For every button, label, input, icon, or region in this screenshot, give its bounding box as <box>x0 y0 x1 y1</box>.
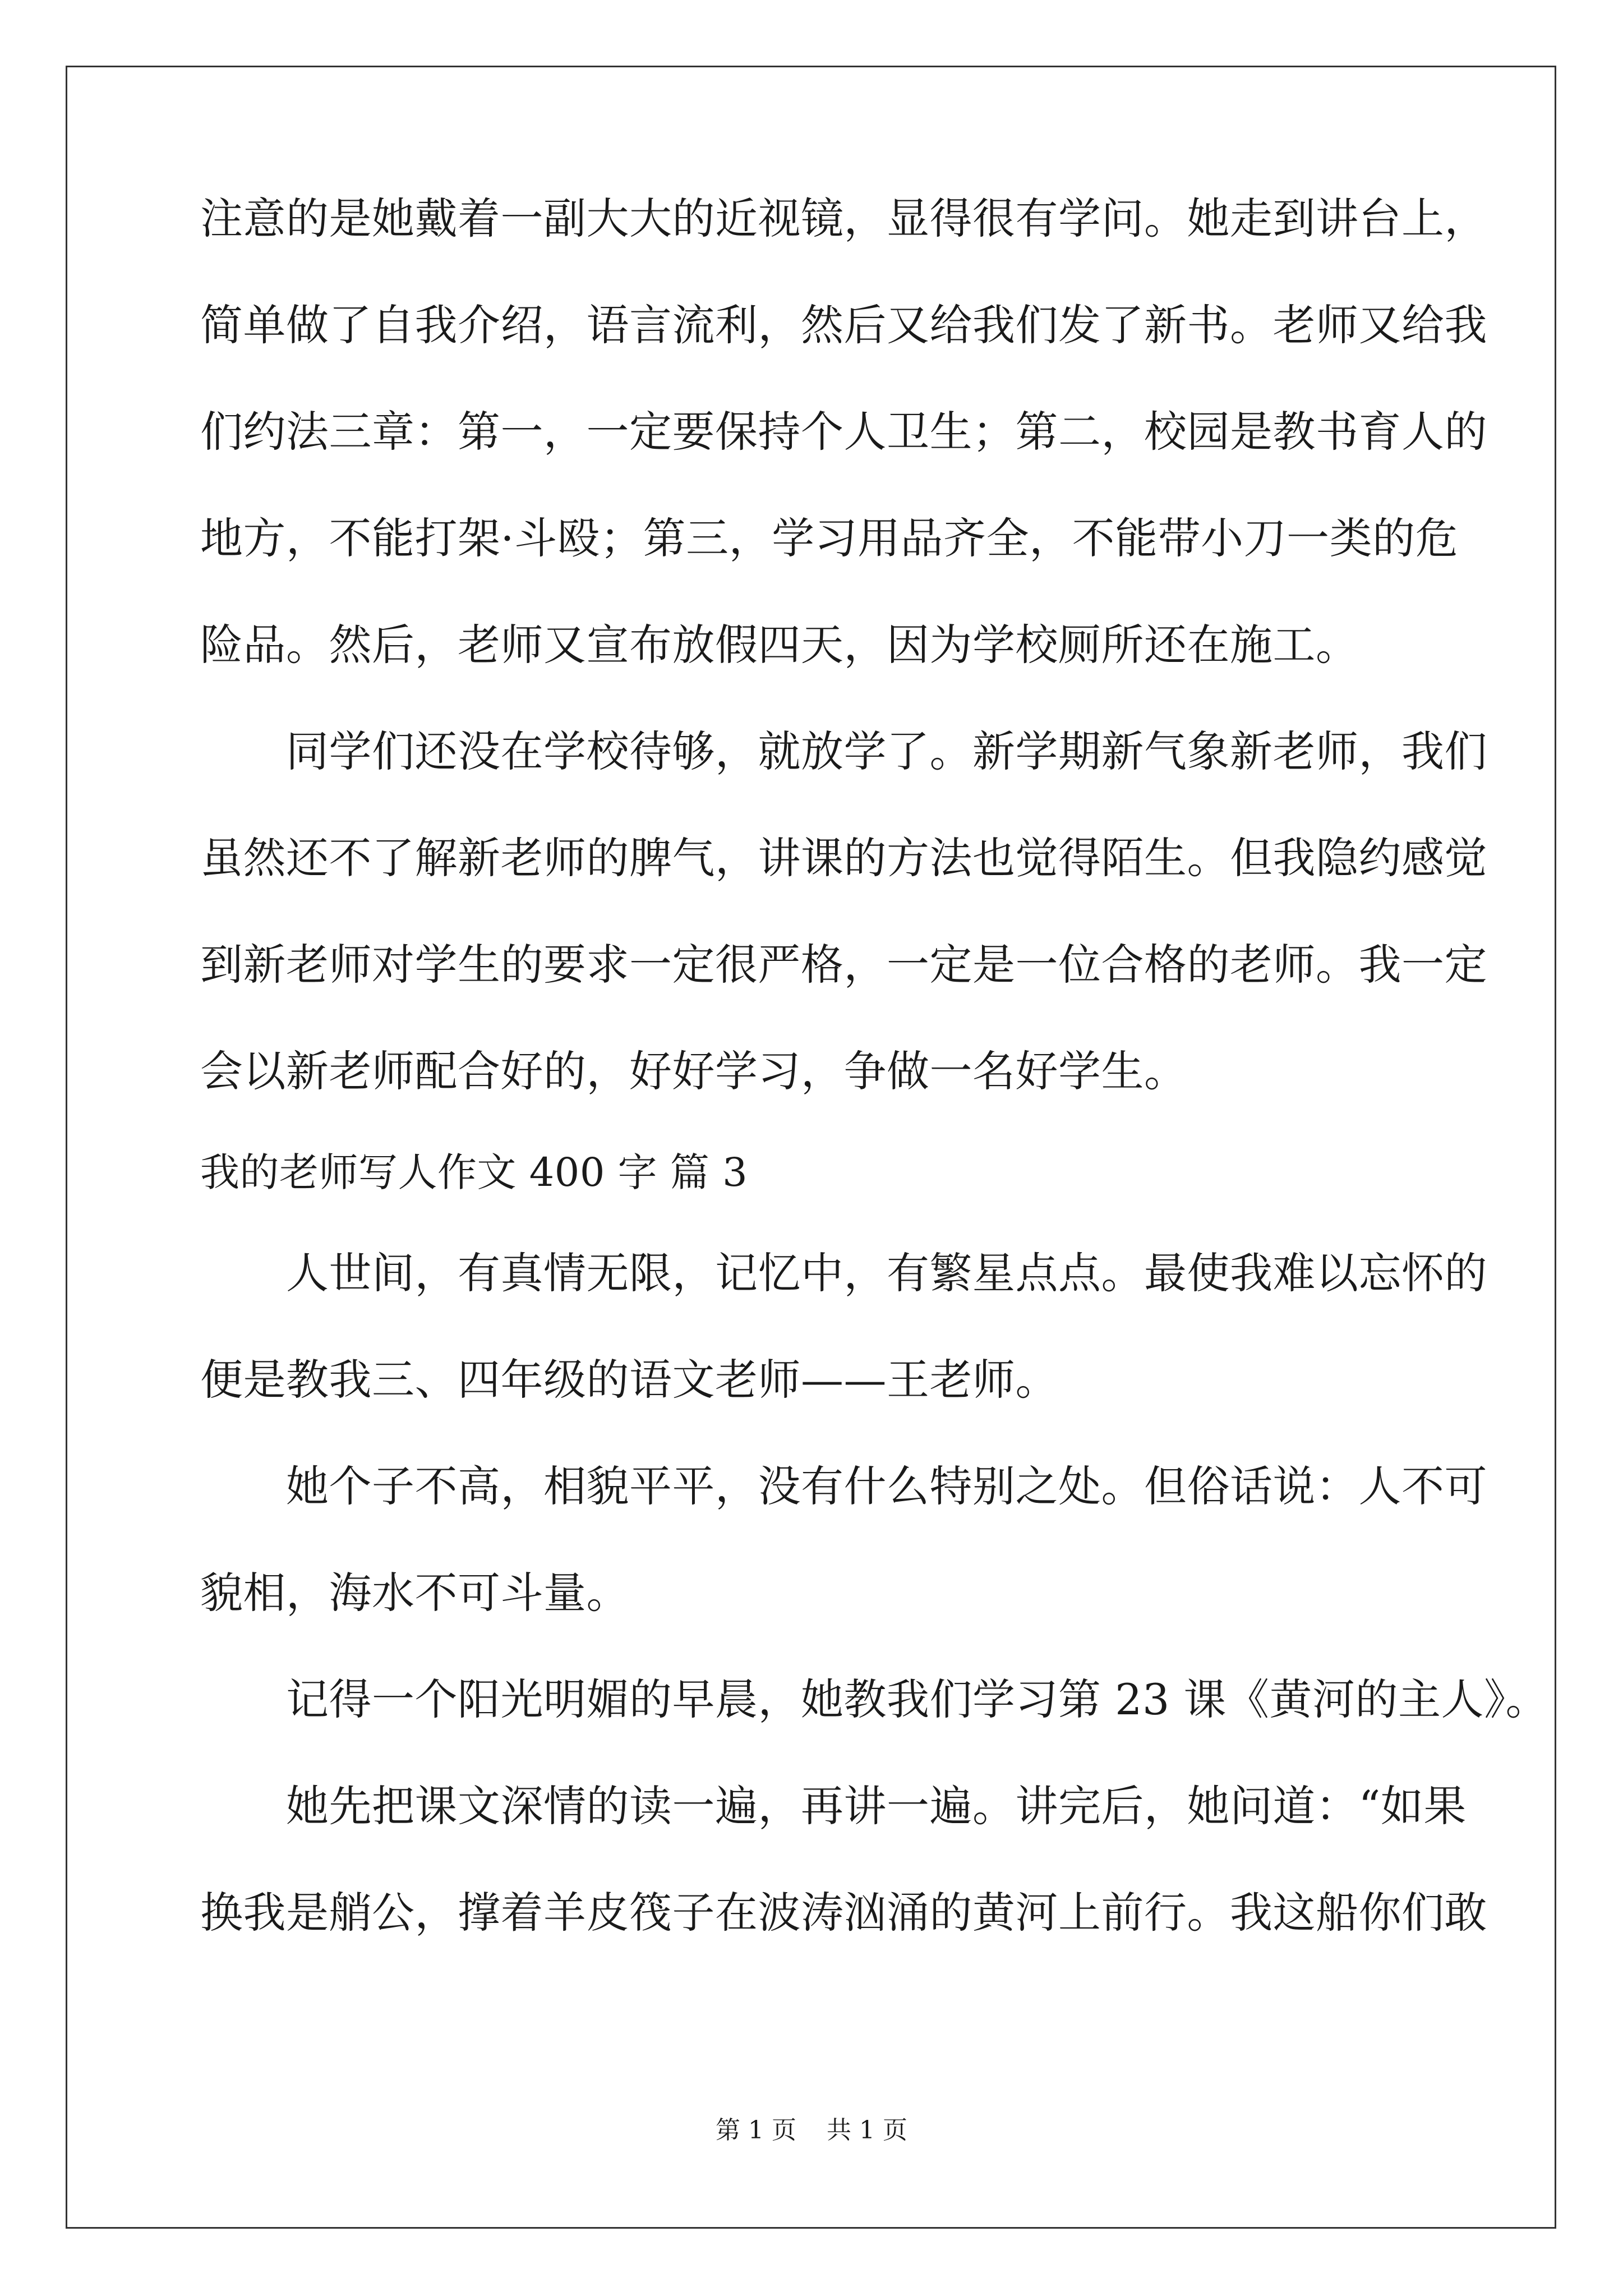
section-heading: 我的老师写人作文 400 字 篇 3 <box>200 1149 748 1195</box>
text-line-1: 注意的是她戴着一副大大的近视镜，显得很有学问。她走到讲台上， <box>200 194 1487 243</box>
text-line-2: 简单做了自我介绍，语言流利，然后又给我们发了新书。老师又给我 <box>200 300 1487 350</box>
text-line-6: 同学们还没在学校待够，就放学了。新学期新气象新老师，我们 <box>200 726 1487 776</box>
text-line-10: 人世间，有真情无限，记忆中，有繁星点点。最使我难以忘怀的 <box>200 1248 1487 1298</box>
text-line-15: 她先把课文深情的读一遍，再讲一遍。讲完后，她问道：“如果 <box>200 1781 1467 1831</box>
text-line-11: 便是教我三、四年级的语文老师——王老师。 <box>200 1355 1058 1405</box>
text-line-13: 貌相，海水不可斗量。 <box>200 1568 629 1618</box>
text-line-7: 虽然还不了解新老师的脾气，讲课的方法也觉得陌生。但我隐约感觉 <box>200 833 1487 883</box>
text-line-5: 险品。然后，老师又宣布放假四天，因为学校厕所还在施工。 <box>200 620 1359 670</box>
text-line-16: 换我是艄公，撑着羊皮筏子在波涛汹涌的黄河上前行。我这船你们敢 <box>200 1888 1487 1938</box>
text-line-8: 到新老师对学生的要求一定很严格，一定是一位合格的老师。我一定 <box>200 940 1487 990</box>
text-line-14: 记得一个阳光明媚的早晨，她教我们学习第 23 课《黄河的主人》。 <box>200 1674 1549 1724</box>
text-line-12: 她个子不高，相貌平平，没有什么特别之处。但俗话说：人不可 <box>200 1461 1487 1511</box>
text-line-4: 地方，不能打架·斗殴；第三，学习用品齐全，不能带小刀一类的危 <box>200 513 1459 563</box>
page-footer <box>0 2114 1623 2147</box>
text-line-9: 会以新老师配合好的，好好学习，争做一名好学生。 <box>200 1046 1187 1096</box>
page-number: 第 1 页 <box>716 2116 796 2145</box>
text-line-3: 们约法三章：第一，一定要保持个人卫生；第二，校园是教书育人的 <box>200 407 1487 457</box>
page-total: 共 1 页 <box>827 2116 907 2145</box>
